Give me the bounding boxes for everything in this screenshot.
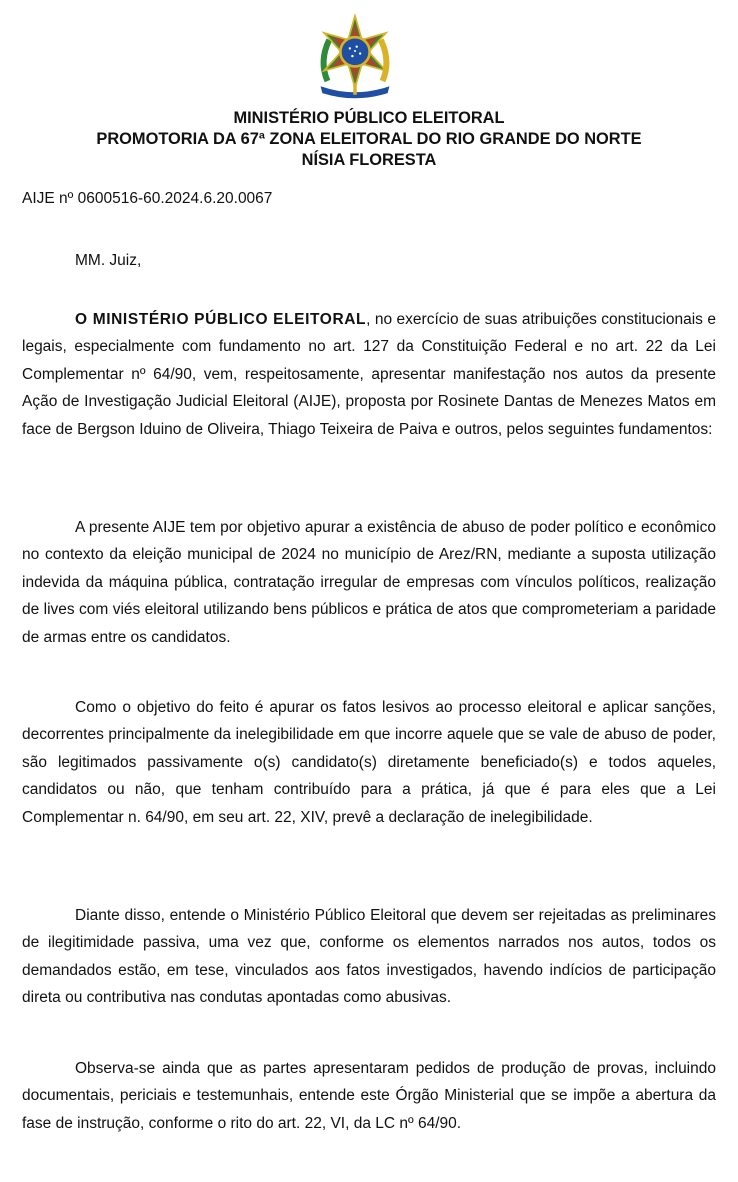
salutation: MM. Juiz, bbox=[75, 252, 142, 269]
document-header bbox=[0, 108, 738, 171]
paragraph-intro bbox=[22, 306, 716, 443]
paragraph-evidence: Observa-se ainda que as partes apresentaram pedidos de produção de provas, incluindo documentais, periciais e testemunhais, entende este Órgão Ministerial que se impõe a abertura da fase de instrução, conforme o rito do art. 22, VI, da LC nº 64/90. bbox=[22, 1060, 716, 1132]
header-line-ministry: MINISTÉRIO PÚBLICO ELEITORAL bbox=[233, 109, 505, 127]
header-line-city: NÍSIA FLORESTA bbox=[301, 151, 437, 169]
case-number: AIJE nº 0600516-60.2024.6.20.0067 bbox=[22, 190, 273, 207]
brazil-coat-of-arms-icon bbox=[312, 14, 398, 100]
paragraph-preliminaries: Diante disso, entende o Ministério Público Eleitoral que devem ser rejeitadas as preliminares de ilegitimidade passiva, uma vez que, conforme os elementos narrados nos autos, todos os demandados estão, em tese, vinculados aos fatos investigados, havendo indícios de participação direta ou contributiva nas condutas apontadas como abusivas. bbox=[22, 907, 716, 1007]
paragraph-legitimacy: Como o objetivo do feito é apurar os fatos lesivos ao processo eleitoral e aplicar sanções, decorrentes principalmente da inelegibilidade em que incorre aquele que se vale de abuso de poder, são legitimados passivamente o(s) candidato(s) diretamente beneficiado(s) e todos aqueles, candidatos ou não, que tenham contribuído para a prática, já que é para eles que a Lei Complementar n. 64/90, em seu art. 22, XIV, prevê a declaração de inelegibilidade. bbox=[22, 699, 716, 826]
paragraph-intro-text: , no exercício de suas atribuições constitucionais e legais, especialmente com fundamento no art. 127 da Constituição Federal e no art. 22 da Lei Complementar nº 64/90, vem, respeitosamente, apresentar manifestação nos autos da presente Ação de Investigação Judicial Eleitoral (AIJE), proposta por Rosinete Dantas de Menezes Matos em face de Bergson Iduino de Oliveira, Thiago Teixeira de Paiva e outros, pelos seguintes fundamentos: bbox=[22, 311, 716, 438]
header-line-prosecution: PROMOTORIA DA 67ª ZONA ELEITORAL DO RIO GRANDE DO NORTE bbox=[96, 130, 642, 148]
paragraph-objective: A presente AIJE tem por objetivo apurar a existência de abuso de poder político e econômico no contexto da eleição municipal de 2024 no município de Arez/RN, mediante a suposta utilização indevida da máquina pública, contratação irregular de empresas com vínculos políticos, realização de lives com viés eleitoral utilizando bens públicos e prática de atos que comprometeriam a paridade de armas entre os candidatos. bbox=[22, 519, 716, 646]
paragraph-intro-bold-lead: O MINISTÉRIO PÚBLICO ELEITORAL bbox=[75, 311, 367, 328]
